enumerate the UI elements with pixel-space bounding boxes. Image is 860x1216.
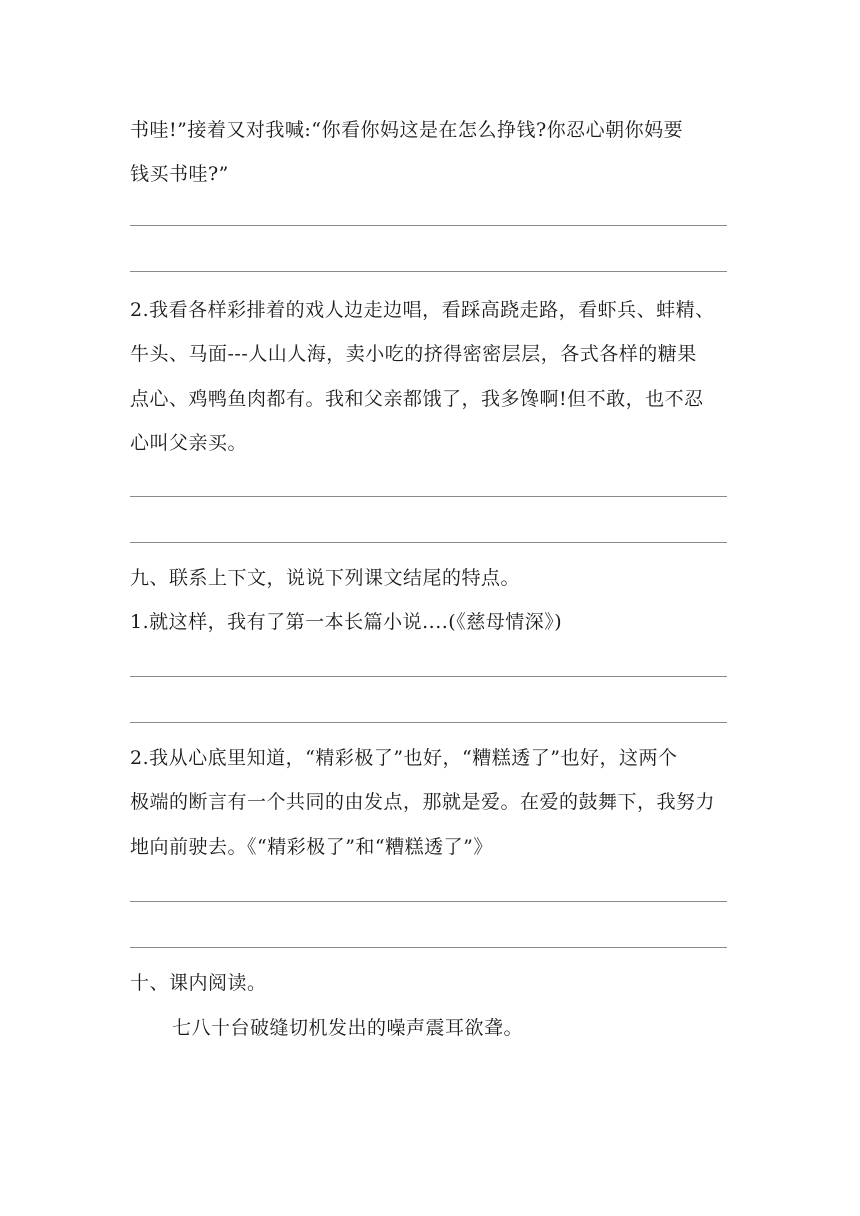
answer-line[interactable] [130,496,727,497]
question-text-line: 2.我看各样彩排着的戏人边走边唱，看踩高跷走路，看虾兵、蚌精、 [130,299,715,321]
question-text-line: 2.我从心底里知道，“精彩极了”也好，“糟糕透了”也好，这两个 [130,747,678,769]
question-text-line: 书哇!”接着又对我喊:“你看你妈这是在怎么挣钱?你忍心朝你妈要 [130,119,684,141]
answer-line[interactable] [130,271,727,272]
answer-line[interactable] [130,947,727,948]
reading-paragraph: 七八十台破缝切机发出的噪声震耳欲聋。 [172,1017,524,1039]
question-text-line: 钱买书哇?” [130,163,229,185]
question-text-line: 点心、鸡鸭鱼肉都有。我和父亲都饿了，我多馋啊!但不敢，也不忍 [130,388,704,410]
section-heading: 十、课内阅读。 [130,972,267,994]
answer-line[interactable] [130,542,727,543]
answer-line[interactable] [130,676,727,677]
answer-line[interactable] [130,722,727,723]
question-text-line: 牛头、马面---人山人海，卖小吃的挤得密密层层，各式各样的糖果 [130,343,697,365]
answer-line[interactable] [130,901,727,902]
section-heading: 九、联系上下文，说说下列课文结尾的特点。 [130,567,521,589]
question-text-line: 1.就这样，我有了第一本长篇小说....(《慈母情深》) [130,611,563,633]
question-text-line: 地向前驶去。《“精彩极了”和“糟糕透了”》 [130,836,493,858]
answer-line[interactable] [130,225,727,226]
question-text-line: 心叫父亲买。 [130,432,248,454]
question-text-line: 极端的断言有一个共同的由发点，那就是爱。在爱的鼓舞下，我努力 [130,791,716,813]
